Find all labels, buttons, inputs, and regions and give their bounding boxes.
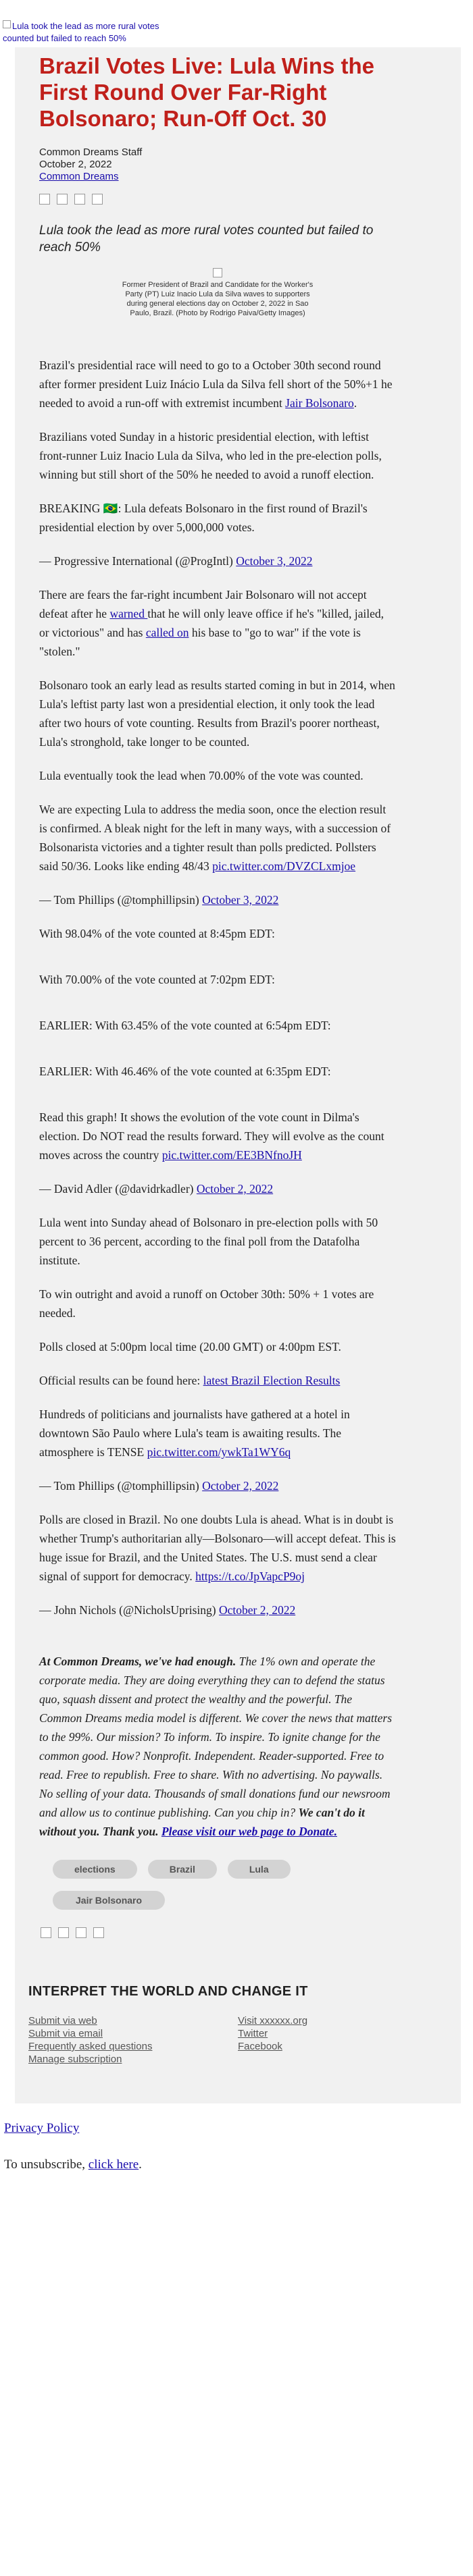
paragraph: Polls closed at 5:00pm local time (20.00 GMT) or 4:00pm EST. (39, 1340, 341, 1353)
article-title: Brazil Votes Live: Lula Wins the First Round Over Far-Right Bolsonaro; Run-Off Oct. 30 (39, 53, 375, 131)
unsubscribe-line (4, 2156, 469, 2174)
header-image-link[interactable] (3, 21, 159, 43)
tweet-date-link[interactable]: October 3, 2022 (236, 554, 313, 568)
paragraph (39, 356, 396, 412)
facebook-share-icon[interactable] (41, 1927, 51, 1938)
header-image-alt: Lula took the lead as more rural votes counted but failed to reach 50% (3, 21, 159, 43)
donate-link-label: Please visit our web page to Donate. (161, 1825, 337, 1838)
email-share-icon[interactable] (76, 1927, 86, 1938)
paragraph: Bolsonaro took an early lead as results started coming in but in 2014, when Lula's leftist party last won a presidential election, it only took the lead after two hours of vote counting. Results from Brazil's poorer northeast, Lula's stronghold, take longer to be counted. (39, 678, 395, 749)
author: Common Dreams Staff (39, 146, 143, 158)
tweet-date-link[interactable]: October 3, 2022 (202, 893, 279, 907)
warned-link[interactable]: warned (109, 607, 148, 620)
submit-email-link[interactable]: Submit via email (28, 2028, 103, 2039)
publisher-link[interactable]: Common Dreams (39, 171, 119, 182)
article-deck: Lula took the lead as more rural votes counted but failed to reach 50% (39, 223, 374, 254)
header-image[interactable] (3, 0, 192, 47)
twitter-share-icon[interactable] (57, 194, 68, 205)
article-meta (39, 146, 396, 183)
paragraph: EARLIER: With 46.46% of the vote counted at 6:35pm EDT: (39, 1065, 331, 1078)
email-share-icon[interactable] (74, 194, 85, 205)
text: — Progressive International (@ProgIntl) (39, 554, 236, 568)
tag-jair-bolsonaro[interactable]: Jair Bolsonaro (53, 1891, 165, 1910)
link-share-icon[interactable] (92, 194, 103, 205)
text: . (353, 396, 357, 410)
results-link[interactable]: latest Brazil Election Results (203, 1374, 341, 1387)
text: — John Nichols (@NicholsUprising) (39, 1603, 219, 1617)
tag-list (53, 1860, 309, 1910)
pic-link[interactable]: pic.twitter.com/ywkTa1WY6q (147, 1445, 291, 1459)
paragraph: BREAKING 🇧🇷: Lula defeats Bolsonaro in the first round of Brazil's presidential election by over 5,000,000 votes. (39, 502, 368, 534)
tweet-date-link[interactable]: October 2, 2022 (196, 1182, 274, 1196)
newsletter-footer (15, 1979, 461, 2103)
submit-web-link[interactable]: Submit via web (28, 2015, 97, 2027)
appeal-lead: At Common Dreams, we've had enough. (39, 1655, 236, 1668)
paragraph: To win outright and avoid a runoff on October 30th: 50% + 1 votes are needed. (39, 1287, 374, 1320)
text: — Tom Phillips (@tomphillipsin) (39, 1479, 203, 1493)
text: that he will only leave office if he's "killed, jailed, or victorious" and has (39, 607, 384, 639)
text: Polls are closed in Brazil. No one doubts Lula is ahead. What is in doubt is whether Trump's authoritarian ally—Bolsonaro—will accept defeat. This is huge issue for Brazil, and the United States. The U.S. must send a clear signal of support for democracy. (39, 1513, 396, 1583)
tweet-attribution (39, 552, 396, 570)
paragraph: With 70.00% of the vote counted at 7:02pm EDT: (39, 973, 275, 986)
text: There are fears the far-right incumbent Jair Bolsonaro will not accept defeat after he (39, 588, 367, 620)
text: — Tom Phillips (@tomphillipsin) (39, 893, 203, 907)
text: To unsubscribe, (4, 2157, 89, 2172)
footer-left-links (28, 2014, 238, 2066)
facebook-link[interactable]: Facebook (238, 2041, 282, 2052)
paragraph: Brazilians voted Sunday in a historic presidential election, with leftist front-runner Luiz Inacio Lula da Silva, who led in the pre-election polls, winning but still short of the 50% he needed to avoid a runoff election. (39, 430, 382, 481)
paragraph (39, 1510, 396, 1586)
tweet-attribution (39, 1179, 396, 1198)
date: October 2, 2022 (39, 159, 112, 170)
pic-link[interactable]: pic.twitter.com/DVZCLxmjoe (212, 859, 356, 873)
tweet-link[interactable]: https://t.co/JpVapcP9oj (195, 1569, 305, 1583)
article-body (39, 356, 396, 1619)
text: Hundreds of politicians and journalists have gathered at a hotel in downtown São Paulo where Lula's team is awaiting results. The atmosphere is TENSE (39, 1407, 350, 1459)
faq-link[interactable]: Frequently asked questions (28, 2041, 153, 2052)
link-share-icon[interactable] (93, 1927, 104, 1938)
share-icons (39, 194, 396, 205)
bolsonaro-link[interactable]: Jair Bolsonaro (285, 396, 354, 410)
called-on-link[interactable]: called on (145, 626, 189, 639)
paragraph: EARLIER: With 63.45% of the vote counted at 6:54pm EDT: (39, 1019, 331, 1032)
footer-heading: INTERPRET THE WORLD AND CHANGE IT (28, 1984, 308, 1999)
tweet-attribution (39, 1601, 396, 1619)
paragraph (39, 1405, 396, 1461)
donation-appeal (39, 1652, 396, 1841)
facebook-share-icon[interactable] (39, 194, 50, 205)
broken-image-icon (3, 20, 11, 28)
paragraph: Lula eventually took the lead when 70.00% of the vote was counted. (39, 769, 364, 782)
text: We are expecting Lula to address the media soon, once the election result is confirmed. A bleak night for the left in many ways, with a succession of Bolsonarista victories and a tighter result than polls predicted. Pollsters said 50/36. Looks like ending 48/43 (39, 803, 391, 873)
pic-link[interactable]: pic.twitter.com/EE3BNfnoJH (161, 1148, 302, 1162)
tag-elections[interactable]: elections (53, 1860, 137, 1879)
privacy-policy-link[interactable]: Privacy Policy (4, 2121, 80, 2135)
footer-right-links (238, 2014, 447, 2066)
tweet-attribution (39, 1476, 396, 1495)
paragraph: Lula went into Sunday ahead of Bolsonaro in pre-election polls with 50 percent to 36 percent, according to the final poll from the Datafolha institute. (39, 1216, 378, 1267)
paragraph (39, 1108, 396, 1164)
visit-site-link[interactable]: Visit xxxxxx.org (238, 2015, 308, 2027)
twitter-link[interactable]: Twitter (238, 2028, 268, 2039)
tweet-date-link[interactable]: October 2, 2022 (218, 1603, 296, 1617)
tag-brazil[interactable]: Brazil (148, 1860, 217, 1879)
unsubscribe-link[interactable]: click here (88, 2157, 139, 2172)
paragraph (39, 800, 396, 876)
text: . (139, 2157, 142, 2172)
photo-placeholder-icon (213, 268, 222, 277)
email-bottom (0, 2103, 473, 2174)
tweet-date-link[interactable]: October 2, 2022 (202, 1479, 279, 1493)
paragraph (39, 585, 396, 661)
photo-caption: Former President of Brazil and Candidate for the Worker's Party (PT) Luiz Inacio Lula da Silva waves to supporters during general elections day on October 2, 2022 in Sao Paulo, Brazil. (Photo by Rodrigo Paiva/Getty Images) (122, 281, 314, 317)
article-card (15, 47, 461, 1979)
bottom-share-icons (41, 1927, 396, 1979)
appeal-strong: We can't do it without you. Thank you. (39, 1806, 365, 1838)
paragraph: With 98.04% of the vote counted at 8:45pm EDT: (39, 927, 275, 940)
text: his base to "go to war" if the vote is "stolen." (39, 626, 361, 658)
text: Read this graph! It shows the evolution of the vote count in Dilma's election. Do NOT read the results forward. They will evolve as the count moves across the country (39, 1110, 384, 1162)
appeal-body: The 1% own and operate the corporate media. They are doing everything they can to defend the status quo, squash dissent and protect the wealthy and the powerful. The Common Dreams media model is different. We cover the news that matters to the 99%. Our mission? To inform. To inspire. To ignite change for the common good. How? Nonprofit. Independent. Reader-supported. Free to read. Free to republish. Free to share. With no advertising. No paywalls. No selling of your data. Thousands of small donations fund our newsroom and allow us to continue publishing. Can you chip in? (39, 1655, 393, 1819)
paragraph (39, 1371, 396, 1390)
twitter-share-icon[interactable] (58, 1927, 69, 1938)
tag-lula[interactable]: Lula (228, 1860, 291, 1879)
manage-subscription-link[interactable]: Manage subscription (28, 2054, 122, 2065)
article-figure (39, 268, 396, 318)
text: — David Adler (@davidrkadler) (39, 1182, 197, 1196)
text: Official results can be found here: (39, 1374, 203, 1387)
donate-link[interactable] (161, 1825, 337, 1838)
tweet-attribution (39, 890, 396, 909)
text: Brazil's presidential race will need to go to a October 30th second round after former president Luiz Inácio Lula da Silva fell short of the 50%+1 he needed to avoid a run-off with extremist incumbent (39, 358, 393, 410)
